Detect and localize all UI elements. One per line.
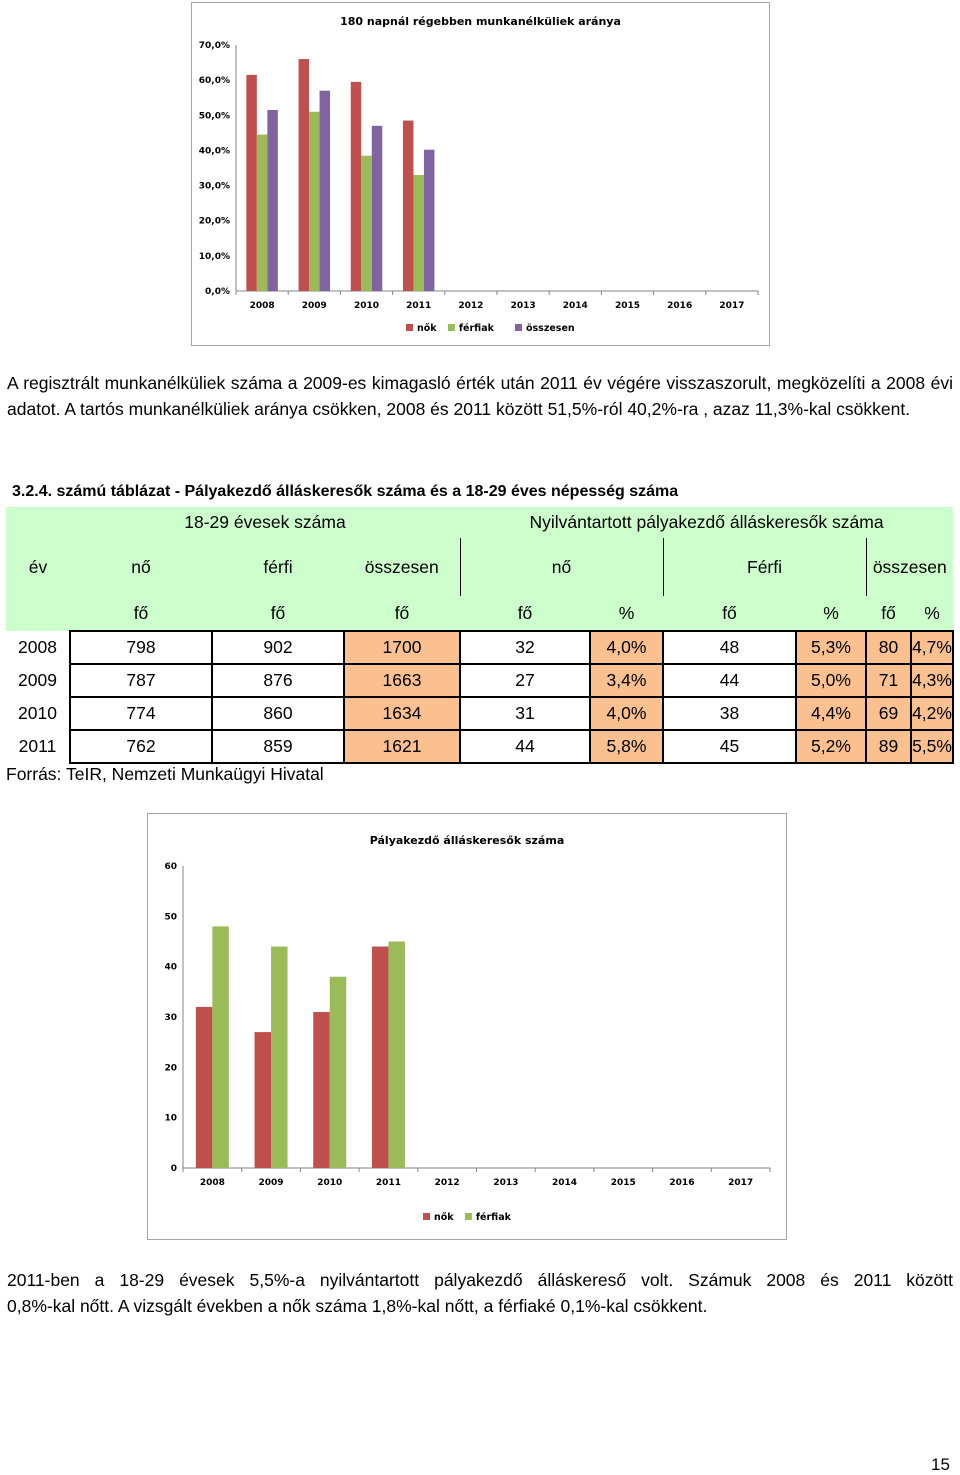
table-row [6, 730, 953, 763]
y-tick-label: 50,0% [198, 111, 230, 122]
cell-value: 44 [663, 664, 796, 697]
cell-value: 31 [460, 697, 590, 730]
x-tick-label: 2017 [719, 301, 745, 311]
unit-fo: fő [344, 596, 460, 631]
y-tick-label: 50 [164, 912, 177, 923]
bar [388, 942, 405, 1169]
table-row [6, 631, 953, 664]
unit-pct: % [911, 596, 953, 631]
y-tick-label: 20,0% [198, 216, 230, 227]
x-tick-label: 2008 [199, 1178, 225, 1188]
bar [299, 59, 310, 291]
cell-value: 762 [70, 730, 212, 763]
cell-value: 1634 [344, 697, 460, 730]
header-ferfi2: Férfi [663, 538, 866, 596]
x-tick-label: 2017 [728, 1178, 754, 1188]
bar [372, 947, 389, 1168]
y-tick-label: 30,0% [198, 181, 230, 192]
paragraph-registered-unemployed: A regisztrált munkanélküliek száma a 2009-es kimagasló érték után 2011 év végére visszaszorult, megközelíti a 2008 évi adatot. A tartós munkanélküliek aránya csökken, 2008 és 2011 között 51,5%-ról 40,2%-ra , azaz 11,3%-kal csökkent. [7, 373, 953, 419]
x-tick-label: 2016 [667, 301, 693, 311]
header-group-18-29: 18-29 évesek száma [70, 507, 460, 538]
bar [413, 175, 424, 291]
paragraph-line-1: 2011-ben a 18-29 évesek 5,5%-a nyilvántartott pályakezdő álláskereső volt. Számuk 2008 és 2011 között [7, 1270, 953, 1290]
bar [267, 110, 278, 291]
x-tick-label: 2016 [669, 1178, 695, 1188]
x-tick-label: 2009 [301, 301, 327, 311]
x-tick-label: 2013 [493, 1178, 519, 1188]
x-tick-label: 2012 [434, 1178, 460, 1188]
unit-empty [6, 596, 70, 631]
cell-value: 44 [460, 730, 590, 763]
x-tick-label: 2010 [353, 301, 380, 311]
bar [212, 926, 229, 1168]
bar [196, 1007, 213, 1168]
cell-value: 1663 [344, 664, 460, 697]
unit-fo: fő [460, 596, 590, 631]
chart1-svg [192, 3, 769, 345]
y-tick-label: 0,0% [205, 287, 230, 297]
cell-value: 27 [460, 664, 590, 697]
x-tick-label: 2015 [610, 1178, 636, 1188]
header-no: nő [70, 538, 212, 596]
legend-swatch [423, 1213, 430, 1220]
bar [372, 126, 383, 291]
cell-value: 69 [866, 697, 911, 730]
bar [246, 75, 257, 291]
bar [257, 135, 268, 291]
bar [351, 82, 362, 291]
x-tick-label: 2010 [317, 1178, 343, 1188]
cell-value: 4,7% [911, 631, 953, 664]
legend-swatch [406, 324, 413, 331]
table-source: Forrás: TeIR, Nemzeti Munkaügyi Hivatal [6, 764, 324, 784]
bar [313, 1012, 330, 1168]
cell-value: 902 [212, 631, 344, 664]
x-tick-label: 2015 [614, 301, 641, 311]
x-tick-label: 2014 [562, 301, 588, 311]
bar [361, 156, 372, 291]
y-tick-label: 0 [170, 1164, 177, 1174]
cell-value: 5,0% [796, 664, 866, 697]
y-tick-label: 60 [164, 862, 177, 872]
cell-year: 2008 [6, 631, 70, 664]
unit-fo: fő [866, 596, 911, 631]
cell-value: 5,2% [796, 730, 866, 763]
paragraph-career-starters [7, 1267, 953, 1319]
cell-value: 32 [460, 631, 590, 664]
cell-value: 4,0% [590, 631, 663, 664]
data-table [6, 507, 954, 764]
chart-career-starters [147, 813, 787, 1240]
bar [320, 91, 331, 291]
cell-value: 1621 [344, 730, 460, 763]
header-ferfi: férfi [212, 538, 344, 596]
y-tick-label: 20 [164, 1063, 177, 1074]
cell-value: 71 [866, 664, 911, 697]
header-no2: nő [460, 538, 663, 596]
page-number: 15 [931, 1455, 950, 1474]
header-osszesen: összesen [344, 538, 460, 596]
cell-value: 774 [70, 697, 212, 730]
cell-value: 89 [866, 730, 911, 763]
cell-value: 48 [663, 631, 796, 664]
bar [424, 150, 435, 291]
cell-year: 2010 [6, 697, 70, 730]
x-tick-label: 2013 [510, 301, 536, 311]
legend-label: nők [417, 323, 437, 334]
bar [271, 947, 288, 1168]
bar [330, 977, 347, 1168]
table-caption: 3.2.4. számú táblázat - Pályakezdő álláskeresők száma és a 18-29 éves népesség száma [12, 483, 679, 500]
x-tick-label: 2011 [406, 301, 432, 311]
legend-label: férfiak [475, 1212, 511, 1223]
header-empty [6, 507, 70, 538]
cell-year: 2011 [6, 730, 70, 763]
chart-title: 180 napnál régebben munkanélküliek aránya [340, 15, 621, 28]
y-tick-label: 30 [164, 1013, 177, 1023]
y-tick-label: 40,0% [198, 146, 230, 157]
cell-value: 38 [663, 697, 796, 730]
unit-pct: % [590, 596, 663, 631]
legend-swatch [465, 1213, 472, 1220]
cell-value: 4,4% [796, 697, 866, 730]
bar [255, 1032, 271, 1168]
x-tick-label: 2009 [258, 1178, 284, 1188]
legend-swatch [448, 324, 455, 331]
y-tick-label: 70,0% [198, 41, 230, 51]
cell-value: 787 [70, 664, 212, 697]
header-osszesen2: összesen [866, 538, 953, 596]
y-tick-label: 10 [164, 1113, 177, 1124]
cell-value: 5,5% [911, 730, 953, 763]
x-tick-label: 2012 [458, 301, 484, 311]
chart2-svg [148, 814, 786, 1239]
y-tick-label: 10,0% [198, 251, 230, 262]
cell-value: 4,0% [590, 697, 663, 730]
cell-value: 4,2% [911, 697, 953, 730]
unit-fo: fő [663, 596, 796, 631]
header-ev: év [6, 538, 70, 596]
table-row [6, 697, 953, 730]
legend-label: férfiak [458, 323, 494, 334]
cell-value: 5,3% [796, 631, 866, 664]
legend-label: összesen [526, 323, 575, 334]
cell-value: 860 [212, 697, 344, 730]
cell-value: 5,8% [590, 730, 663, 763]
x-tick-label: 2011 [375, 1178, 401, 1188]
cell-value: 80 [866, 631, 911, 664]
header-group-registered: Nyilvántartott pályakezdő álláskeresők száma [460, 507, 953, 538]
x-tick-label: 2008 [249, 301, 275, 311]
cell-value: 1700 [344, 631, 460, 664]
legend-swatch [515, 324, 522, 331]
chart-title: Pályakezdő álláskeresők száma [369, 834, 565, 847]
y-tick-label: 40 [164, 962, 177, 973]
cell-value: 876 [212, 664, 344, 697]
bar [309, 112, 320, 291]
cell-value: 798 [70, 631, 212, 664]
unit-fo: fő [70, 596, 212, 631]
table-row [6, 664, 953, 697]
chart-unemployed-180-days [191, 2, 770, 346]
x-tick-label: 2014 [552, 1178, 578, 1188]
cell-value: 3,4% [590, 664, 663, 697]
cell-year: 2009 [6, 664, 70, 697]
cell-value: 859 [212, 730, 344, 763]
paragraph-line-2: 0,8%-kal nőtt. A vizsgált években a nők száma 1,8%-kal nőtt, a férfiaké 0,1%-kal csökkent. [7, 1296, 708, 1316]
unit-fo: fő [212, 596, 344, 631]
cell-value: 45 [663, 730, 796, 763]
bar [403, 121, 414, 291]
cell-value: 4,3% [911, 664, 953, 697]
unit-pct: % [796, 596, 866, 631]
legend-label: nők [434, 1212, 454, 1223]
y-tick-label: 60,0% [198, 76, 230, 87]
